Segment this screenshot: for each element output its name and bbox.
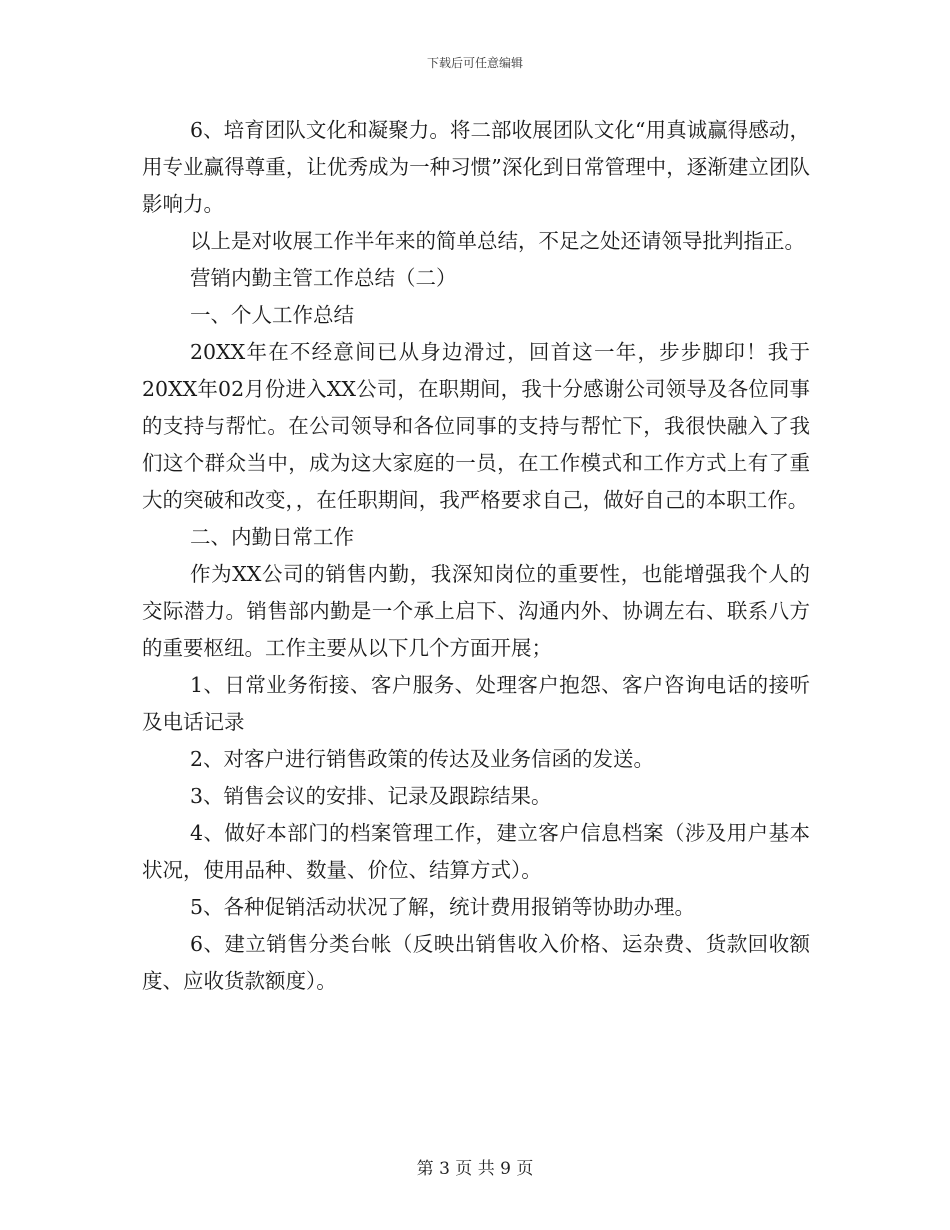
heading-1: 一、个人工作总结 <box>190 303 354 327</box>
page-number: 第 3 页 共 9 页 <box>416 1159 534 1179</box>
page-header: 下载后可任意编辑 <box>426 56 523 70</box>
list-item-1: 1、日常业务衔接、客户服务、处理客户抱怨、客户咨询电话的接听及电话记录 <box>142 673 810 734</box>
list-item-4: 4、做好本部门的档案管理工作，建立客户信息档案（涉及用户基本状况，使用品种、数量、价位、结算方式）。 <box>142 821 810 882</box>
section-title: 营销内勤主管工作总结（二） <box>190 266 457 290</box>
paragraph-2: 以上是对收展工作半年来的简单总结，不足之处还请领导批判指正。 <box>190 229 805 253</box>
list-item-5: 5、各种促销活动状况了解，统计费用报销等协助办理。 <box>190 895 696 919</box>
list-item-6: 6、建立销售分类台帐（反映出销售收入价格、运杂费、货款回收额度、应收货款额度）。 <box>142 932 810 993</box>
document-body <box>142 112 810 1000</box>
paragraph-3: 20XX年在不经意间已从身边滑过，回首这一年，步步脚印！我于20XX年02月份进入XX公司，在职期间，我十分感谢公司领导及各位同事的支持与帮忙。在公司领导和各位同事的支持与帮忙下，我很快融入了我们这个群众当中，成为这大家庭的一员，在工作模式和工作方式上有了重大的突破和改变，，在任职期间，我严格要求自己，做好自己的本职工作。 <box>142 340 810 512</box>
list-item-3: 3、销售会议的安排、记录及跟踪结果。 <box>190 784 552 808</box>
heading-2: 二、内勤日常工作 <box>190 525 354 549</box>
list-item-2: 2、对客户进行销售政策的传达及业务信函的发送。 <box>190 747 655 771</box>
paragraph-1: 6、培育团队文化和凝聚力。将二部收展团队文化“用真诚赢得感动，用专业赢得尊重，让优秀成为一种习惯”深化到日常管理中，逐渐建立团队影响力。 <box>142 118 810 216</box>
paragraph-4: 作为XX公司的销售内勤，我深知岗位的重要性，也能增强我个人的交际潜力。销售部内勤是一个承上启下、沟通内外、协调左右、联系八方的重要枢纽。工作主要从以下几个方面开展； <box>142 562 810 660</box>
